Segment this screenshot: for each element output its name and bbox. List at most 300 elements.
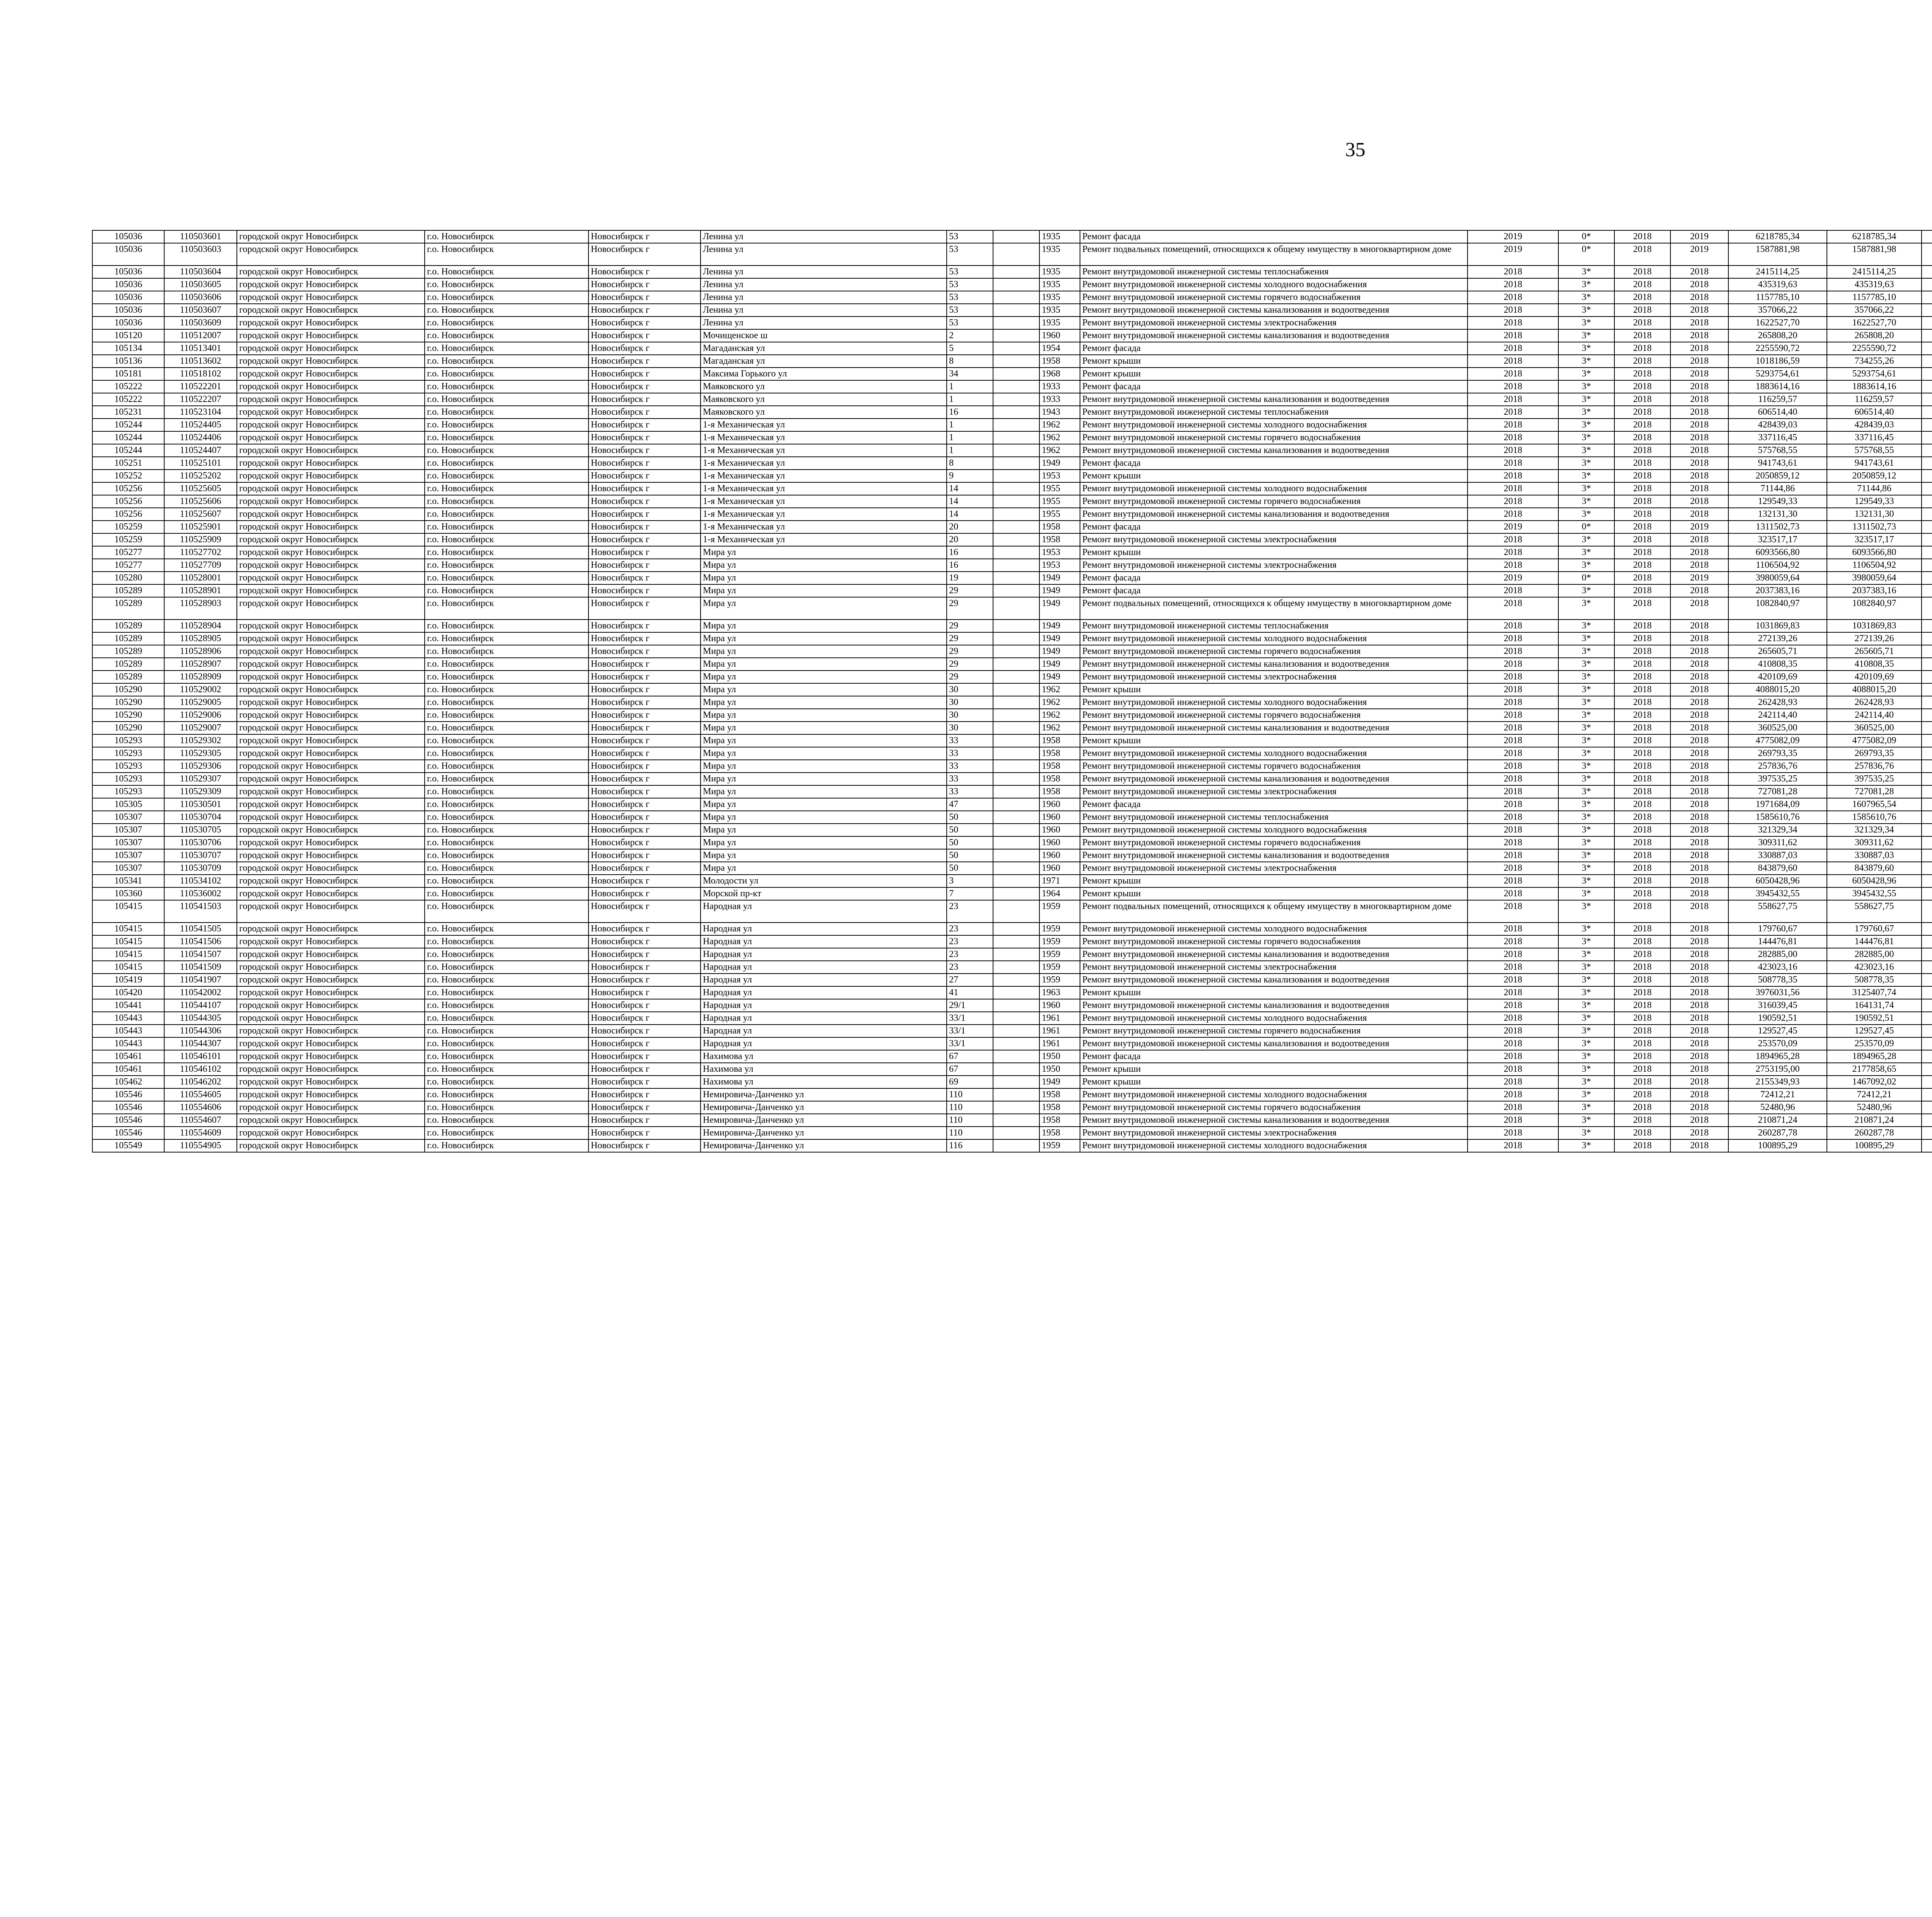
table-row	[92, 875, 1932, 887]
cell-house-number: 14	[947, 508, 993, 521]
cell-fund-regional-operator: 423023,16	[1827, 961, 1922, 974]
cell-fund-regional-operator: 1106504,92	[1827, 559, 1922, 572]
cell-building	[993, 887, 1039, 900]
cell-house-number: 53	[947, 266, 993, 278]
cell-house-number: 2	[947, 329, 993, 342]
cell-street: Ленина ул	[701, 304, 947, 317]
cell-work-type: Ремонт внутридомовой инженерной системы канализования и водоотведения	[1080, 1037, 1468, 1050]
cell-fund-regional-operator: 843879,60	[1827, 862, 1922, 875]
cell-building	[993, 597, 1039, 620]
cell-subsidy-budget	[1922, 546, 1932, 559]
cell-urban-district: г.о. Новосибирск	[425, 961, 588, 974]
cell-year-built: 1953	[1039, 559, 1080, 572]
cell-end-year: 2019	[1670, 243, 1728, 266]
cell-house-id: 105307	[92, 862, 164, 875]
cell-street: Мира ул	[701, 862, 947, 875]
cell-work-type: Ремонт внутридомовой инженерной системы холодного водоснабжения	[1080, 923, 1468, 935]
cell-subsidy-budget	[1922, 696, 1932, 709]
cell-municipality: городской округ Новосибирск	[237, 1025, 425, 1037]
cell-plan-year: 2018	[1468, 785, 1558, 798]
cell-plan-year: 2018	[1468, 278, 1558, 291]
cell-work-id: 110525101	[164, 457, 237, 470]
cell-priority: 3*	[1558, 419, 1614, 431]
cell-end-year: 2018	[1670, 722, 1728, 734]
cell-house-id: 105036	[92, 230, 164, 243]
cell-total-cost: 1157785,10	[1728, 291, 1827, 304]
cell-year-built: 1955	[1039, 482, 1080, 495]
cell-work-id: 110542002	[164, 986, 237, 999]
cell-plan-year: 2018	[1468, 508, 1558, 521]
cell-work-type: Ремонт фасада	[1080, 521, 1468, 533]
cell-end-year: 2018	[1670, 974, 1728, 986]
cell-building	[993, 709, 1039, 722]
cell-urban-district: г.о. Новосибирск	[425, 986, 588, 999]
cell-work-id: 110554609	[164, 1127, 237, 1139]
cell-urban-district: г.о. Новосибирск	[425, 1076, 588, 1088]
cell-fund-regional-operator: 179760,67	[1827, 923, 1922, 935]
cell-work-type: Ремонт фасада	[1080, 584, 1468, 597]
cell-municipality: городской округ Новосибирск	[237, 1012, 425, 1025]
cell-subsidy-budget	[1922, 632, 1932, 645]
cell-plan-year: 2018	[1468, 709, 1558, 722]
cell-start-year: 2018	[1614, 278, 1670, 291]
cell-start-year: 2018	[1614, 1076, 1670, 1088]
cell-building	[993, 974, 1039, 986]
table-body	[92, 230, 1932, 1152]
cell-urban-district: г.о. Новосибирск	[425, 747, 588, 760]
cell-plan-year: 2018	[1468, 620, 1558, 632]
cell-locality: Новосибирск г	[588, 572, 701, 584]
cell-fund-regional-operator: 2415114,25	[1827, 266, 1922, 278]
cell-building	[993, 1012, 1039, 1025]
cell-house-number: 33/1	[947, 1025, 993, 1037]
cell-plan-year: 2018	[1468, 824, 1558, 836]
cell-total-cost: 309311,62	[1728, 836, 1827, 849]
cell-urban-district: г.о. Новосибирск	[425, 1088, 588, 1101]
cell-street: Ленина ул	[701, 317, 947, 329]
cell-building	[993, 559, 1039, 572]
cell-urban-district: г.о. Новосибирск	[425, 760, 588, 773]
cell-street: Мира ул	[701, 836, 947, 849]
cell-priority: 3*	[1558, 760, 1614, 773]
cell-start-year: 2018	[1614, 482, 1670, 495]
table-row	[92, 584, 1932, 597]
cell-house-id: 105222	[92, 393, 164, 406]
cell-building	[993, 230, 1039, 243]
cell-year-built: 1935	[1039, 317, 1080, 329]
cell-municipality: городской округ Новосибирск	[237, 620, 425, 632]
cell-work-id: 110513602	[164, 355, 237, 368]
cell-work-id: 110544107	[164, 999, 237, 1012]
cell-street: Народная ул	[701, 900, 947, 923]
cell-house-number: 16	[947, 559, 993, 572]
cell-house-id: 105289	[92, 645, 164, 658]
cell-start-year: 2018	[1614, 533, 1670, 546]
cell-fund-regional-operator: 71144,86	[1827, 482, 1922, 495]
cell-fund-regional-operator: 164131,74	[1827, 999, 1922, 1012]
cell-street: Немировича-Данченко ул	[701, 1139, 947, 1152]
table-row	[92, 900, 1932, 923]
cell-municipality: городской округ Новосибирск	[237, 862, 425, 875]
cell-end-year: 2018	[1670, 1025, 1728, 1037]
cell-fund-regional-operator: 6050428,96	[1827, 875, 1922, 887]
cell-work-id: 110544305	[164, 1012, 237, 1025]
cell-locality: Новосибирск г	[588, 419, 701, 431]
cell-municipality: городской округ Новосибирск	[237, 431, 425, 444]
cell-total-cost: 265808,20	[1728, 329, 1827, 342]
cell-locality: Новосибирск г	[588, 1139, 701, 1152]
cell-house-number: 53	[947, 304, 993, 317]
cell-urban-district: г.о. Новосибирск	[425, 645, 588, 658]
cell-house-number: 50	[947, 862, 993, 875]
cell-work-id: 110503606	[164, 291, 237, 304]
cell-plan-year: 2018	[1468, 734, 1558, 747]
cell-work-type: Ремонт внутридомовой инженерной системы холодного водоснабжения	[1080, 696, 1468, 709]
cell-municipality: городской округ Новосибирск	[237, 999, 425, 1012]
cell-house-id: 105462	[92, 1076, 164, 1088]
cell-fund-regional-operator: 435319,63	[1827, 278, 1922, 291]
cell-priority: 3*	[1558, 1101, 1614, 1114]
cell-urban-district: г.о. Новосибирск	[425, 470, 588, 482]
cell-total-cost: 3945432,55	[1728, 887, 1827, 900]
cell-start-year: 2018	[1614, 935, 1670, 948]
cell-start-year: 2018	[1614, 457, 1670, 470]
cell-house-number: 29	[947, 658, 993, 671]
cell-start-year: 2018	[1614, 961, 1670, 974]
cell-urban-district: г.о. Новосибирск	[425, 533, 588, 546]
cell-end-year: 2018	[1670, 948, 1728, 961]
cell-urban-district: г.о. Новосибирск	[425, 1101, 588, 1114]
cell-fund-regional-operator: 420109,69	[1827, 671, 1922, 683]
cell-house-number: 30	[947, 722, 993, 734]
cell-plan-year: 2018	[1468, 342, 1558, 355]
cell-house-number: 34	[947, 368, 993, 380]
cell-work-type: Ремонт внутридомовой инженерной системы электроснабжения	[1080, 559, 1468, 572]
cell-municipality: городской округ Новосибирск	[237, 559, 425, 572]
table-row	[92, 317, 1932, 329]
cell-end-year: 2018	[1670, 632, 1728, 645]
cell-house-number: 1	[947, 419, 993, 431]
cell-street: Ленина ул	[701, 243, 947, 266]
cell-work-type: Ремонт внутридомовой инженерной системы горячего водоснабжения	[1080, 709, 1468, 722]
cell-street: Мира ул	[701, 722, 947, 734]
cell-work-type: Ремонт внутридомовой инженерной системы горячего водоснабжения	[1080, 645, 1468, 658]
cell-subsidy-budget	[1922, 773, 1932, 785]
cell-work-id: 110529002	[164, 683, 237, 696]
cell-plan-year: 2018	[1468, 329, 1558, 342]
cell-house-id: 105256	[92, 508, 164, 521]
cell-street: Маяковского ул	[701, 406, 947, 419]
cell-urban-district: г.о. Новосибирск	[425, 431, 588, 444]
table-row	[92, 419, 1932, 431]
cell-house-number: 53	[947, 243, 993, 266]
table-row	[92, 734, 1932, 747]
cell-subsidy-budget	[1922, 734, 1932, 747]
cell-locality: Новосибирск г	[588, 1012, 701, 1025]
cell-street: 1-я Механическая ул	[701, 419, 947, 431]
cell-start-year: 2018	[1614, 632, 1670, 645]
cell-municipality: городской округ Новосибирск	[237, 658, 425, 671]
table-row	[92, 961, 1932, 974]
cell-urban-district: г.о. Новосибирск	[425, 243, 588, 266]
cell-subsidy-budget	[1922, 961, 1932, 974]
table-row	[92, 1012, 1932, 1025]
cell-municipality: городской округ Новосибирск	[237, 355, 425, 368]
cell-municipality: городской округ Новосибирск	[237, 986, 425, 999]
cell-total-cost: 435319,63	[1728, 278, 1827, 291]
cell-end-year: 2018	[1670, 1037, 1728, 1050]
cell-total-cost: 71144,86	[1728, 482, 1827, 495]
cell-year-built: 1959	[1039, 974, 1080, 986]
cell-priority: 3*	[1558, 431, 1614, 444]
cell-total-cost: 6093566,80	[1728, 546, 1827, 559]
cell-work-id: 110554606	[164, 1101, 237, 1114]
table-row	[92, 1063, 1932, 1076]
cell-urban-district: г.о. Новосибирск	[425, 836, 588, 849]
cell-urban-district: г.о. Новосибирск	[425, 1139, 588, 1152]
cell-year-built: 1962	[1039, 444, 1080, 457]
cell-priority: 3*	[1558, 1012, 1614, 1025]
cell-work-id: 110528903	[164, 597, 237, 620]
cell-work-id: 110530707	[164, 849, 237, 862]
cell-house-number: 50	[947, 849, 993, 862]
cell-start-year: 2018	[1614, 836, 1670, 849]
cell-locality: Новосибирск г	[588, 431, 701, 444]
cell-start-year: 2018	[1614, 1050, 1670, 1063]
table-row	[92, 785, 1932, 798]
cell-start-year: 2018	[1614, 380, 1670, 393]
cell-start-year: 2018	[1614, 419, 1670, 431]
cell-building	[993, 329, 1039, 342]
cell-plan-year: 2018	[1468, 935, 1558, 948]
cell-start-year: 2018	[1614, 671, 1670, 683]
cell-work-type: Ремонт крыши	[1080, 887, 1468, 900]
cell-subsidy-budget	[1922, 230, 1932, 243]
cell-work-id: 110503604	[164, 266, 237, 278]
cell-year-built: 1953	[1039, 470, 1080, 482]
cell-start-year: 2018	[1614, 572, 1670, 584]
cell-house-number: 1	[947, 431, 993, 444]
cell-house-number: 30	[947, 696, 993, 709]
cell-start-year: 2018	[1614, 559, 1670, 572]
cell-end-year: 2018	[1670, 393, 1728, 406]
cell-house-id: 105443	[92, 1012, 164, 1025]
table-row	[92, 974, 1932, 986]
cell-start-year: 2018	[1614, 495, 1670, 508]
cell-house-id: 105307	[92, 836, 164, 849]
cell-work-type: Ремонт внутридомовой инженерной системы электроснабжения	[1080, 317, 1468, 329]
cell-municipality: городской округ Новосибирск	[237, 584, 425, 597]
cell-total-cost: 1031869,83	[1728, 620, 1827, 632]
cell-priority: 3*	[1558, 533, 1614, 546]
cell-work-type: Ремонт внутридомовой инженерной системы электроснабжения	[1080, 785, 1468, 798]
table-row	[92, 355, 1932, 368]
cell-work-type: Ремонт внутридомовой инженерной системы канализования и водоотведения	[1080, 1114, 1468, 1127]
cell-priority: 3*	[1558, 875, 1614, 887]
cell-urban-district: г.о. Новосибирск	[425, 457, 588, 470]
cell-total-cost: 100895,29	[1728, 1139, 1827, 1152]
cell-start-year: 2018	[1614, 974, 1670, 986]
cell-urban-district: г.о. Новосибирск	[425, 1063, 588, 1076]
cell-house-id: 105036	[92, 243, 164, 266]
cell-work-id: 110529005	[164, 696, 237, 709]
cell-priority: 3*	[1558, 317, 1614, 329]
cell-work-id: 110528901	[164, 584, 237, 597]
cell-total-cost: 337116,45	[1728, 431, 1827, 444]
cell-subsidy-budget	[1922, 559, 1932, 572]
cell-locality: Новосибирск г	[588, 798, 701, 811]
cell-building	[993, 849, 1039, 862]
cell-work-type: Ремонт внутридомовой инженерной системы канализования и водоотведения	[1080, 974, 1468, 986]
cell-year-built: 1960	[1039, 862, 1080, 875]
cell-locality: Новосибирск г	[588, 862, 701, 875]
cell-work-id: 110529006	[164, 709, 237, 722]
cell-municipality: городской округ Новосибирск	[237, 1063, 425, 1076]
cell-fund-regional-operator: 190592,51	[1827, 1012, 1922, 1025]
cell-house-id: 105415	[92, 961, 164, 974]
cell-house-id: 105461	[92, 1063, 164, 1076]
cell-start-year: 2018	[1614, 645, 1670, 658]
cell-subsidy-budget	[1922, 368, 1932, 380]
cell-street: Мира ул	[701, 696, 947, 709]
cell-house-number: 30	[947, 709, 993, 722]
cell-street: Мира ул	[701, 645, 947, 658]
table-row	[92, 773, 1932, 785]
cell-street: 1-я Механическая ул	[701, 533, 947, 546]
cell-start-year: 2018	[1614, 584, 1670, 597]
cell-municipality: городской округ Новосибирск	[237, 329, 425, 342]
cell-fund-regional-operator: 1622527,70	[1827, 317, 1922, 329]
cell-plan-year: 2018	[1468, 948, 1558, 961]
cell-building	[993, 419, 1039, 431]
cell-work-type: Ремонт внутридомовой инженерной системы канализования и водоотведения	[1080, 508, 1468, 521]
cell-subsidy-budget	[1922, 722, 1932, 734]
cell-house-id: 105307	[92, 849, 164, 862]
cell-year-built: 1958	[1039, 533, 1080, 546]
cell-house-id: 105290	[92, 722, 164, 734]
cell-start-year: 2018	[1614, 230, 1670, 243]
cell-house-id: 105461	[92, 1050, 164, 1063]
cell-municipality: городской округ Новосибирск	[237, 875, 425, 887]
cell-house-number: 33	[947, 773, 993, 785]
cell-plan-year: 2018	[1468, 961, 1558, 974]
cell-plan-year: 2018	[1468, 1037, 1558, 1050]
cell-end-year: 2018	[1670, 342, 1728, 355]
cell-year-built: 1958	[1039, 1114, 1080, 1127]
table-row	[92, 278, 1932, 291]
cell-work-id: 110529306	[164, 760, 237, 773]
cell-priority: 3*	[1558, 999, 1614, 1012]
cell-municipality: городской округ Новосибирск	[237, 683, 425, 696]
table-row	[92, 671, 1932, 683]
cell-street: Народная ул	[701, 948, 947, 961]
cell-municipality: городской округ Новосибирск	[237, 900, 425, 923]
cell-priority: 3*	[1558, 900, 1614, 923]
cell-house-id: 105293	[92, 760, 164, 773]
cell-year-built: 1961	[1039, 1025, 1080, 1037]
cell-end-year: 2018	[1670, 406, 1728, 419]
cell-work-id: 110523104	[164, 406, 237, 419]
cell-work-type: Ремонт внутридомовой инженерной системы горячего водоснабжения	[1080, 760, 1468, 773]
cell-locality: Новосибирск г	[588, 760, 701, 773]
cell-locality: Новосибирск г	[588, 734, 701, 747]
cell-priority: 3*	[1558, 836, 1614, 849]
cell-priority: 3*	[1558, 1114, 1614, 1127]
cell-work-type: Ремонт внутридомовой инженерной системы канализования и водоотведения	[1080, 849, 1468, 862]
cell-priority: 3*	[1558, 734, 1614, 747]
cell-house-id: 105244	[92, 419, 164, 431]
cell-locality: Новосибирск г	[588, 393, 701, 406]
cell-building	[993, 875, 1039, 887]
cell-priority: 3*	[1558, 1127, 1614, 1139]
cell-house-number: 50	[947, 811, 993, 824]
cell-priority: 3*	[1558, 546, 1614, 559]
table-row	[92, 935, 1932, 948]
cell-subsidy-budget	[1922, 304, 1932, 317]
cell-building	[993, 900, 1039, 923]
cell-house-id: 105546	[92, 1101, 164, 1114]
cell-house-id: 105360	[92, 887, 164, 900]
cell-priority: 3*	[1558, 948, 1614, 961]
cell-work-id: 110541907	[164, 974, 237, 986]
cell-building	[993, 482, 1039, 495]
cell-house-number: 53	[947, 278, 993, 291]
cell-locality: Новосибирск г	[588, 1088, 701, 1101]
cell-urban-district: г.о. Новосибирск	[425, 1025, 588, 1037]
cell-subsidy-budget	[1922, 508, 1932, 521]
cell-street: Ленина ул	[701, 266, 947, 278]
cell-year-built: 1935	[1039, 304, 1080, 317]
cell-priority: 3*	[1558, 1139, 1614, 1152]
cell-locality: Новосибирск г	[588, 482, 701, 495]
cell-building	[993, 317, 1039, 329]
cell-priority: 3*	[1558, 291, 1614, 304]
cell-street: Мира ул	[701, 597, 947, 620]
cell-house-id: 105244	[92, 444, 164, 457]
table-row	[92, 482, 1932, 495]
cell-work-id: 110541506	[164, 935, 237, 948]
cell-work-type: Ремонт внутридомовой инженерной системы электроснабжения	[1080, 961, 1468, 974]
cell-start-year: 2018	[1614, 620, 1670, 632]
cell-fund-regional-operator: 72412,21	[1827, 1088, 1922, 1101]
cell-urban-district: г.о. Новосибирск	[425, 974, 588, 986]
cell-end-year: 2018	[1670, 887, 1728, 900]
cell-plan-year: 2018	[1468, 875, 1558, 887]
cell-plan-year: 2018	[1468, 1088, 1558, 1101]
cell-work-id: 110541503	[164, 900, 237, 923]
cell-end-year: 2018	[1670, 811, 1728, 824]
cell-end-year: 2018	[1670, 961, 1728, 974]
cell-work-id: 110541509	[164, 961, 237, 974]
cell-end-year: 2018	[1670, 1127, 1728, 1139]
cell-house-number: 1	[947, 380, 993, 393]
cell-year-built: 1959	[1039, 1139, 1080, 1152]
cell-house-number: 20	[947, 533, 993, 546]
cell-end-year: 2018	[1670, 671, 1728, 683]
cell-year-built: 1949	[1039, 457, 1080, 470]
cell-urban-district: г.о. Новосибирск	[425, 597, 588, 620]
cell-subsidy-budget	[1922, 482, 1932, 495]
cell-priority: 3*	[1558, 482, 1614, 495]
cell-start-year: 2018	[1614, 329, 1670, 342]
cell-municipality: городской округ Новосибирск	[237, 923, 425, 935]
cell-house-number: 33	[947, 734, 993, 747]
cell-end-year: 2018	[1670, 291, 1728, 304]
cell-house-id: 105549	[92, 1139, 164, 1152]
cell-plan-year: 2018	[1468, 1139, 1558, 1152]
cell-plan-year: 2018	[1468, 1076, 1558, 1088]
cell-building	[993, 811, 1039, 824]
